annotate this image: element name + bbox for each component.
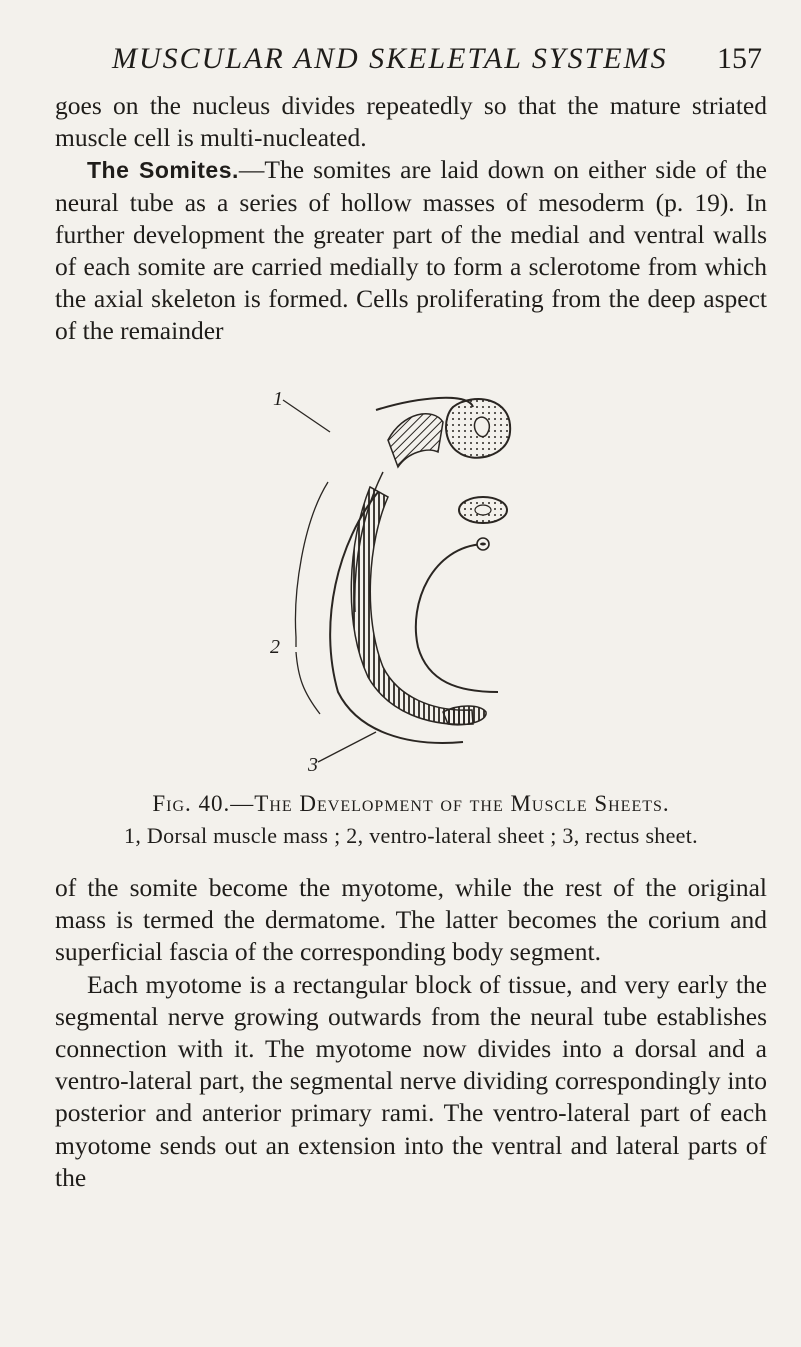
section-heading: The Somites. xyxy=(87,157,239,184)
figure-40 xyxy=(258,388,528,792)
figure-label-3: 3 xyxy=(308,754,318,776)
running-head-title: MUSCULAR AND SKELETAL SYSTEMS xyxy=(112,42,668,75)
coelom-outline xyxy=(416,544,498,692)
figure-label-2: 2 xyxy=(270,636,280,658)
segmental-nerve-paragraph: Each myotome is a rectangular block of tissue, and very early the segmental nerve growing outwards from the neural tube establishes connection with it. The myotome now divides into a dorsal and a ventro-lateral part, the segmental nerve dividing correspondingly into posterior and anterior primary rami. The ventro-lateral part of each myotome sends out an extension into the ventral and lateral parts of the xyxy=(55,969,767,1192)
ventro-lateral-sheet xyxy=(351,487,473,724)
bottom-text-block xyxy=(55,872,767,1194)
continuation-paragraph: goes on the nucleus divides repeatedly so that the mature striated muscle cell is multi-nucleated. xyxy=(55,91,767,153)
myotome-paragraph: of the somite become the myotome, while the rest of the original mass is termed the dermatome. The latter becomes the corium and superficial fascia of the corresponding body segment. xyxy=(55,873,767,967)
page-number: 157 xyxy=(717,42,762,75)
caption-legend: 1, Dorsal muscle mass ; 2, ventro-lateral sheet ; 3, rectus sheet. xyxy=(124,823,698,848)
dorsal-muscle-mass xyxy=(388,414,443,467)
figure-label-1: 1 xyxy=(273,388,283,410)
muscle-sheets-illustration xyxy=(258,392,528,792)
running-head xyxy=(112,42,762,82)
somites-paragraph xyxy=(55,154,767,347)
top-text-block xyxy=(55,90,767,348)
somites-paragraph-body: —The somites are laid down on either side of the neural tube as a series of hollow masses of mesoderm (p. 19). In further development the greater part of the medial and ventral walls of each somite are carried medially to form a sclerotome from which the axial skeleton is formed. Cells proliferating from the deep aspect of the remainder xyxy=(55,155,767,346)
caption-title: Fig. 40.—The Development of the Muscle Sheets. xyxy=(152,791,670,816)
figure-caption xyxy=(55,788,767,852)
rectus-sheet xyxy=(443,706,486,725)
